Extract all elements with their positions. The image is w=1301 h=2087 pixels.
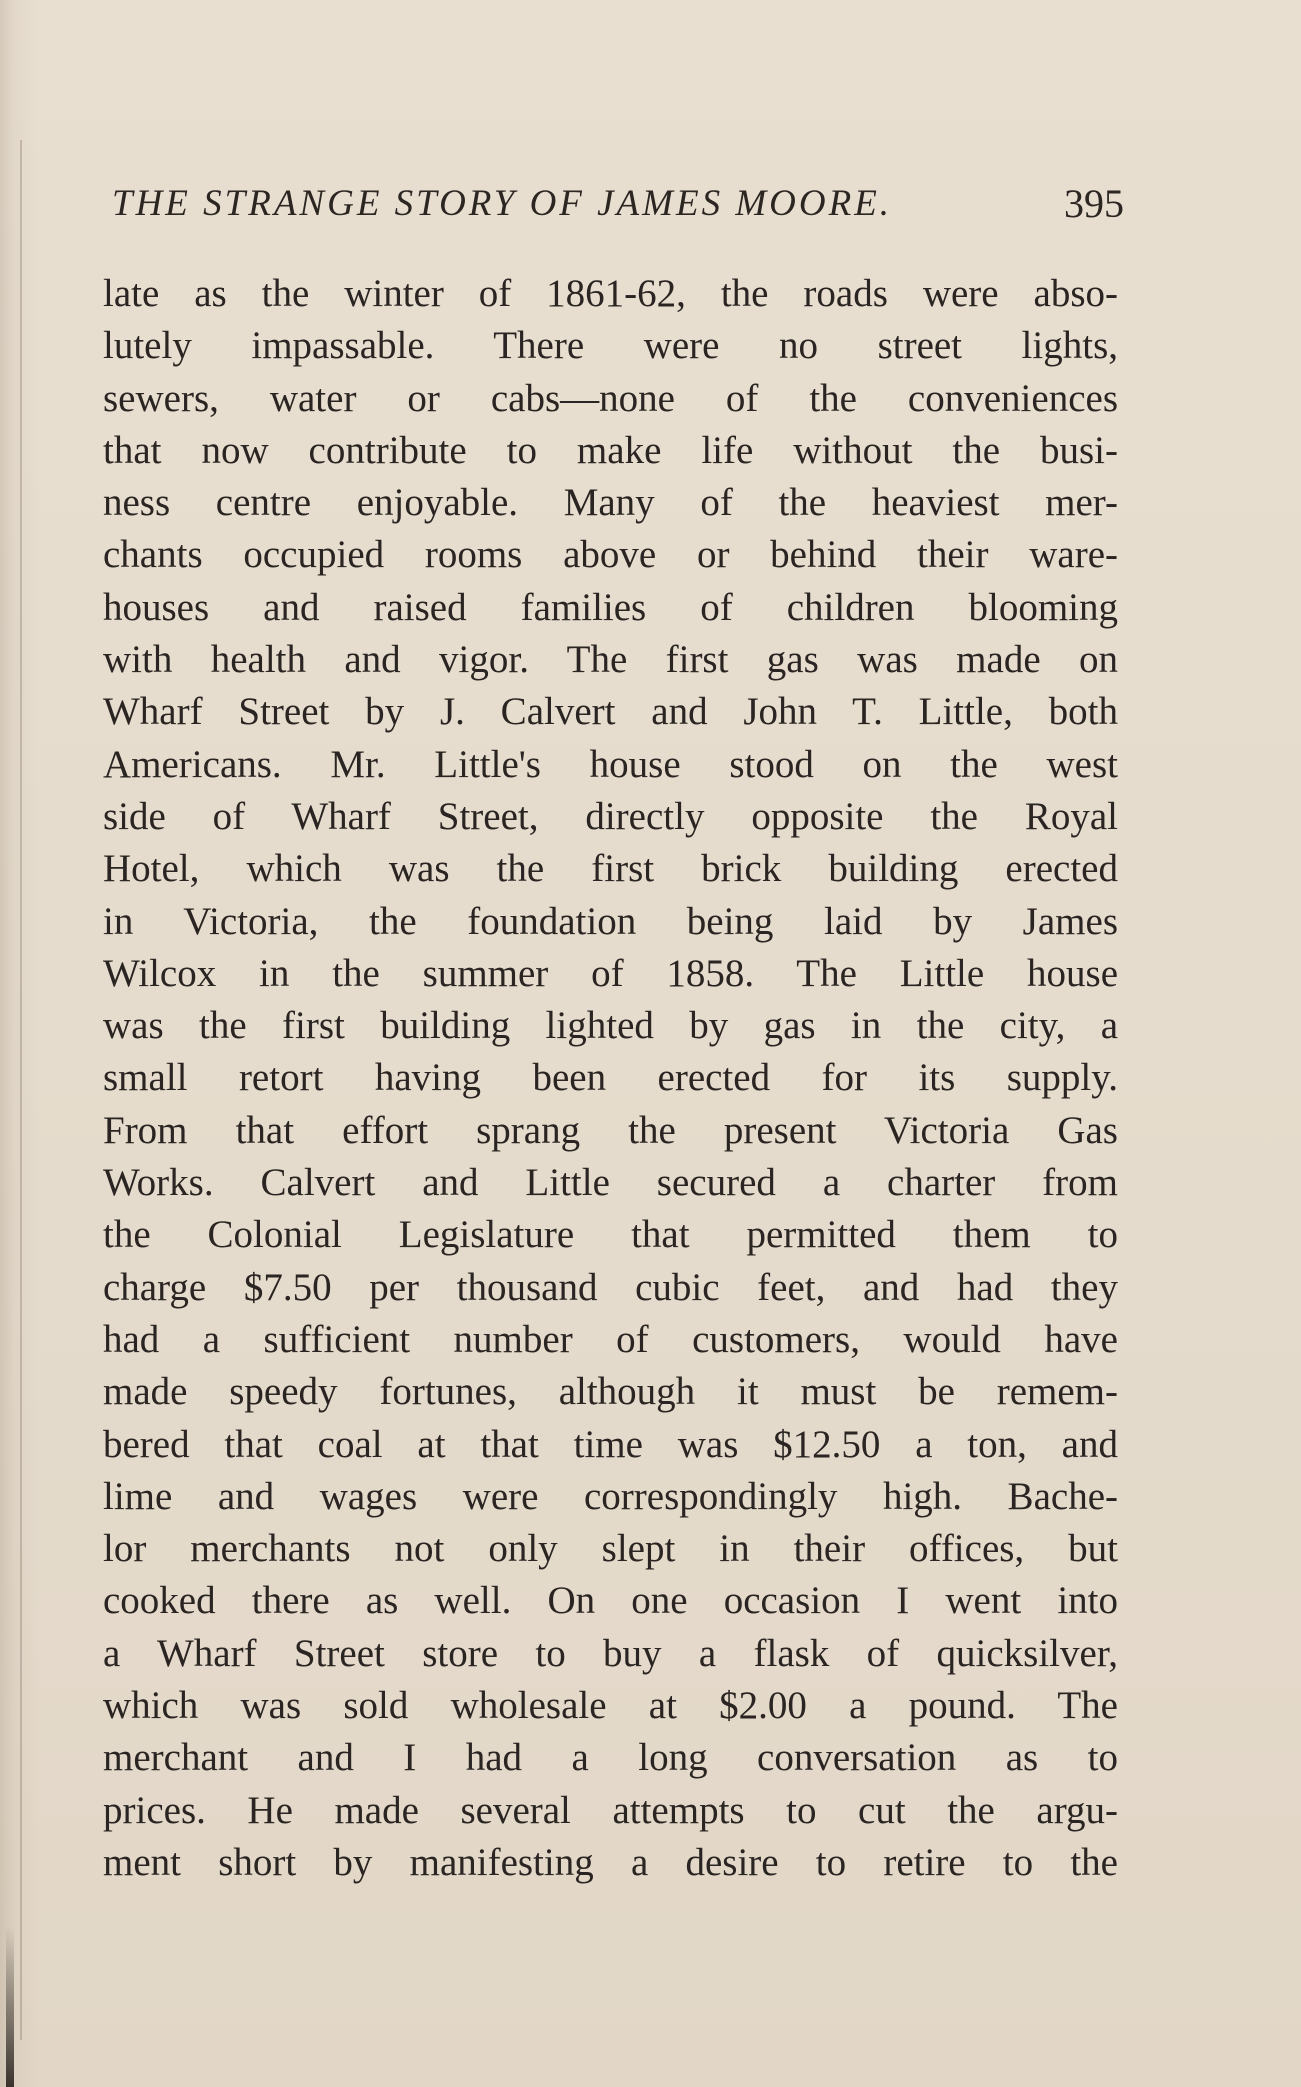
page-number: 395 — [1064, 181, 1124, 226]
text-line: late as the winter of 1861-62, the roads were abso- — [103, 272, 1118, 315]
text-line: Wharf Street by J. Calvert and John T. Little, both — [103, 690, 1118, 734]
text-line: in Victoria, the foundation being laid by James — [103, 899, 1118, 943]
text-line: side of Wharf Street, directly opposite the Royal — [103, 794, 1118, 838]
text-line: lutely impassable. There were no street lights, — [103, 324, 1118, 368]
binding-edge — [6, 1927, 14, 2087]
running-title: THE STRANGE STORY OF JAMES MOORE. — [112, 183, 893, 224]
text-line: cooked there as well. On one occasion I went into — [103, 1579, 1118, 1623]
text-line: was the first building lighted by gas in the city, a — [103, 1004, 1118, 1048]
text-line: small retort having been erected for its supply. — [103, 1056, 1118, 1100]
text-line: ment short by manifesting a desire to retire to the — [103, 1840, 1118, 1884]
text-line: lor merchants not only slept in their offices, but — [103, 1527, 1118, 1571]
text-line: lime and wages were correspondingly high. Bache- — [103, 1474, 1118, 1518]
text-line: From that effort sprang the present Victoria Gas — [103, 1108, 1118, 1152]
text-line: charge $7.50 per thousand cubic feet, and had they — [103, 1265, 1118, 1309]
text-line: houses and raised families of children blooming — [103, 585, 1118, 629]
text-line: Americans. Mr. Little's house stood on the west — [103, 742, 1118, 786]
body-text — [103, 268, 1118, 1889]
text-line: prices. He made several attempts to cut the argu- — [103, 1788, 1118, 1832]
text-line: chants occupied rooms above or behind their ware- — [103, 533, 1118, 577]
text-line: ness centre enjoyable. Many of the heaviest mer- — [103, 481, 1118, 525]
text-line: Works. Calvert and Little secured a charter from — [103, 1161, 1118, 1205]
text-line: Wilcox in the summer of 1858. The Little house — [103, 951, 1118, 995]
gutter-shadow — [20, 140, 22, 2040]
text-line: bered that coal at that time was $12.50 a ton, and — [103, 1422, 1118, 1466]
page-header — [112, 176, 1124, 236]
text-line: with health and vigor. The first gas was made on — [103, 638, 1118, 682]
text-line: had a sufficient number of customers, would have — [103, 1317, 1118, 1361]
text-line: a Wharf Street store to buy a flask of quicksilver, — [103, 1631, 1118, 1675]
text-line: Hotel, which was the first brick building erected — [103, 847, 1118, 891]
text-line: sewers, water or cabs—none of the conveniences — [103, 376, 1118, 420]
text-line: which was sold wholesale at $2.00 a pound. The — [103, 1684, 1118, 1728]
text-line: that now contribute to make life without the busi- — [103, 428, 1118, 472]
text-line: made speedy fortunes, although it must be remem- — [103, 1370, 1118, 1414]
text-line: the Colonial Legislature that permitted them to — [103, 1213, 1118, 1257]
text-line: merchant and I had a long conversation as to — [103, 1736, 1118, 1780]
